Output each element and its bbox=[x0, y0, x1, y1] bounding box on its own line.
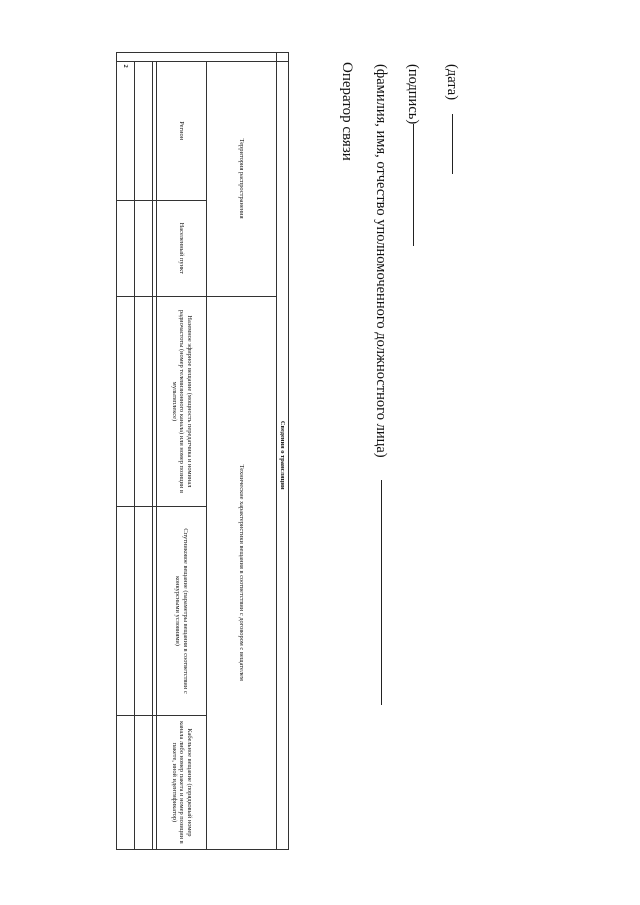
table-cell bbox=[117, 200, 135, 296]
page-number: 2 bbox=[117, 61, 135, 200]
official-name-line bbox=[381, 480, 382, 705]
table-cell bbox=[117, 296, 135, 507]
broadcast-table bbox=[117, 52, 289, 850]
header-cable: Кабельное вещание (порядковый номер канала либо номер пакета и номер позиции в пакете, иной идентификатор) bbox=[157, 715, 207, 849]
header-tech-characteristics: Технические характеристики вещания в соответствии с договором с вещателем bbox=[207, 296, 277, 849]
table-cell bbox=[153, 296, 157, 507]
header-terrestrial: Наземное эфирное вещание (мощность передатчика и номинал радиочастоты (номер телевизионного канала) или номер позиции в мультиплексе) bbox=[157, 296, 207, 507]
signature-line bbox=[413, 124, 414, 246]
operator-label: Оператор связи bbox=[339, 62, 355, 161]
table-cell bbox=[153, 200, 157, 296]
official-name-caption: (фамилия, имя, отчество уполномоченного должностного лица) bbox=[373, 64, 389, 458]
table-cell bbox=[135, 507, 153, 716]
table-cell bbox=[153, 61, 157, 200]
header-region: Регион bbox=[157, 61, 207, 200]
table-cell bbox=[117, 507, 135, 716]
header-locality: Населенный пункт bbox=[157, 200, 207, 296]
header-broadcast-info: Сведения о трансляции bbox=[277, 61, 289, 850]
table-cell bbox=[153, 507, 157, 716]
table-cell bbox=[153, 715, 157, 849]
table-cell bbox=[135, 200, 153, 296]
table-cell bbox=[117, 715, 135, 849]
header-satellite: Спутниковое вещание (параметры вещания в соответствии с конкурсными условиями) bbox=[157, 507, 207, 716]
table-cell bbox=[117, 53, 277, 62]
date-line bbox=[452, 114, 453, 174]
date-caption: (дата) bbox=[444, 64, 460, 101]
table-cell bbox=[135, 296, 153, 507]
table-cell bbox=[277, 53, 289, 62]
table-cell bbox=[135, 61, 153, 200]
signature-caption: (подпись) bbox=[405, 64, 421, 125]
table-cell bbox=[135, 715, 153, 849]
header-territory: Территория распространения bbox=[207, 61, 277, 296]
